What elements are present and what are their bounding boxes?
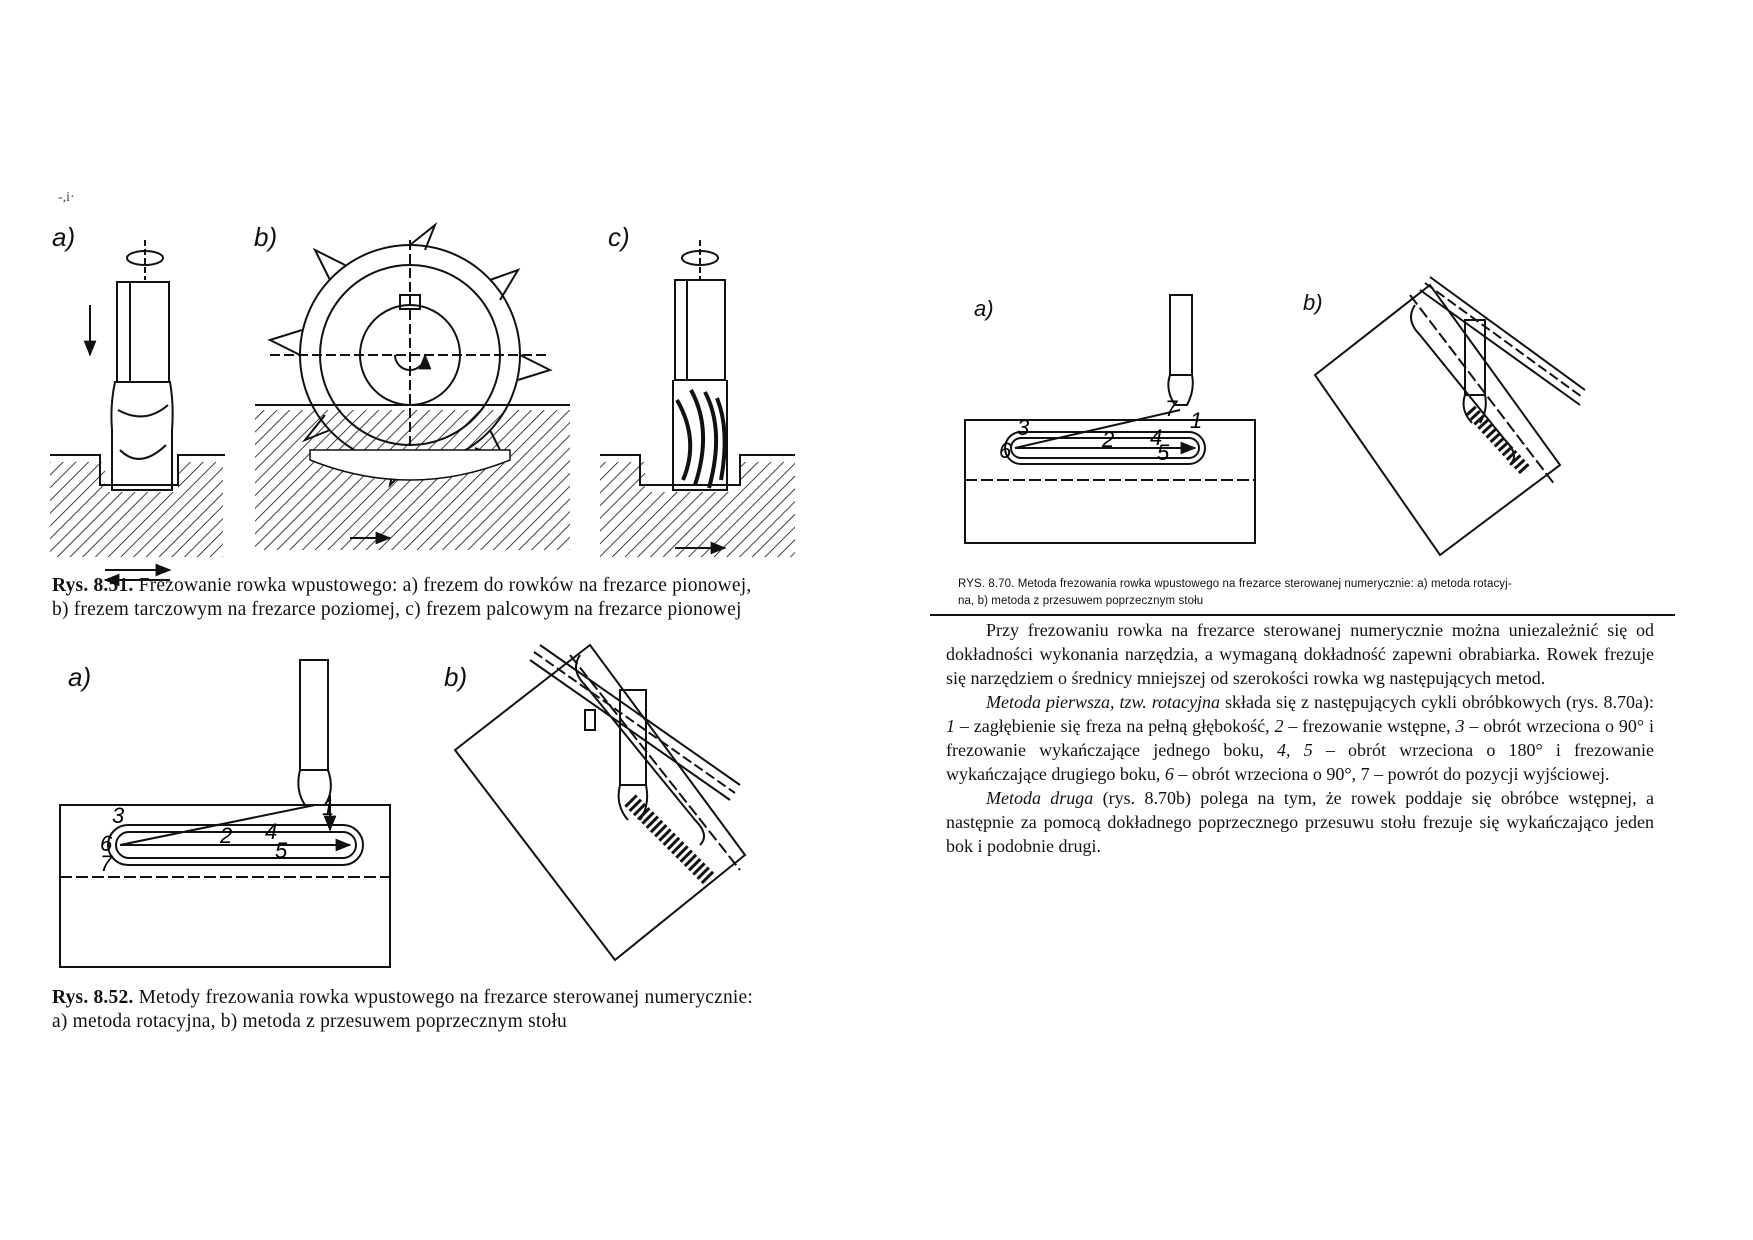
fig852-a-num-5: 5	[275, 838, 288, 863]
fig852-b-drawing	[450, 640, 770, 960]
fig851-a-drawing	[40, 230, 240, 560]
fig870-label-a: a)	[974, 296, 994, 321]
page-mark: -,i·	[58, 190, 75, 205]
fig851-caption	[52, 574, 832, 622]
fig870-a-drawing	[965, 290, 1265, 550]
fig870-a-num-4: 4	[1150, 425, 1163, 450]
fig852-label-a: a)	[68, 662, 92, 692]
fig852-caption-line1: Metody frezowania rowka wpustowego na frezarce sterowanej numerycznie:	[133, 987, 754, 1008]
section-divider	[930, 614, 1675, 616]
fig852-a-num-4: 4	[265, 819, 278, 844]
fig851-caption-num: Rys. 8.51.	[52, 575, 134, 596]
fig870-b-drawing	[1310, 275, 1580, 565]
fig870-caption-line2: na, b) metoda z przesuwem poprzecznym stołu	[958, 595, 1204, 607]
fig870-caption-line1: RYS. 8.70. Metoda frezowania rowka wpustowego na frezarce sterowanej numerycznie: a) metoda rotacyj-	[958, 578, 1512, 590]
fig851-b-drawing	[250, 220, 580, 560]
paragraph-2-b: – zagłębienie się freza na pełną głębokość,	[955, 716, 1275, 736]
fig870-caption	[958, 576, 1678, 610]
fig852-a-num-3: 3	[112, 803, 125, 828]
fig870-a-num-2: 2	[1102, 427, 1115, 452]
num-6: 6	[1164, 764, 1174, 784]
fig870-a-num-3: 3	[1017, 415, 1030, 440]
fig852-a-num-1: 1	[322, 795, 335, 820]
paragraph-2-a: składa się z następujących cykli obróbkowych (rys. 8.70a):	[1220, 692, 1654, 712]
fig852-caption-line2: a) metoda rotacyjna, b) metoda z przesuwem poprzecznym stołu	[52, 1011, 568, 1032]
fig870-a-num-1: 1	[1190, 408, 1203, 433]
fig870-label-b: b)	[1303, 290, 1323, 315]
fig852-a-num-7: 7	[100, 851, 113, 876]
paragraph-2	[946, 690, 1654, 786]
paragraph-1: Przy frezowaniu rowka na frezarce sterowanej numerycznie można uniezależnić się od dokładności wykonania narzędzia, a wymaganą dokładność zapewni obrabiarka. Rowek frezuje się narzędziem o średnicy mniejszej od szerokości rowka wg następujących metod.	[946, 620, 1654, 688]
fig852-caption	[52, 986, 832, 1034]
num-3: 3	[1455, 716, 1465, 736]
fig851-c-drawing	[595, 230, 815, 560]
num-4-5: 4, 5	[1277, 740, 1313, 760]
fig851-label-c: c)	[608, 222, 630, 252]
fig870-a-num-7: 7	[1165, 396, 1178, 421]
num-1: 1	[946, 716, 955, 736]
fig870-a-num-5: 5	[1157, 440, 1170, 465]
fig852-a-drawing	[60, 655, 400, 975]
fig851-label-a: a)	[52, 222, 76, 252]
paragraph-3-lead: Metoda druga	[986, 788, 1094, 808]
paragraph-3-rest: (rys. 8.70b) polega na tym, że rowek poddaje się obróbce wstępnej, a następnie za pomocą dokładnego poprzecznego przesuwu stołu frezuje się wykańczająco jeden bok i podobnie drugi.	[946, 788, 1654, 856]
paragraph-2-lead: Metoda pierwsza, tzw. rotacyjna	[986, 692, 1221, 712]
fig852-a-num-2: 2	[220, 823, 233, 848]
fig851-label-b: b)	[254, 222, 278, 252]
fig852-label-b: b)	[444, 662, 468, 692]
fig851-caption-line2: b) frezem tarczowym na frezarce poziomej, c) frezem palcowym na frezarce pionowej	[52, 599, 742, 620]
fig851-caption-line1: Frezowanie rowka wpustowego: a) frezem do rowków na frezarce pionowej,	[133, 575, 752, 596]
num-2: 2	[1274, 716, 1284, 736]
paragraph-2-d: – obrót wrzeciona o 90° i frezowanie wykańczające jednego boku,	[946, 716, 1654, 760]
paragraph-2-c: – frezowanie wstępne,	[1283, 716, 1456, 736]
paragraph-2-f: – obrót wrzeciona o 90°, 7 – powrót do pozycji wyjściowej.	[1173, 764, 1610, 784]
fig852-a-num-6: 6	[100, 831, 113, 856]
body-text	[946, 618, 1654, 858]
fig852-caption-num: Rys. 8.52.	[52, 987, 134, 1008]
paragraph-3	[946, 786, 1654, 858]
paragraph-2-e: – obrót wrzeciona o 180° i frezowanie wykańczające drugiego boku,	[946, 740, 1655, 784]
fig870-a-num-6: 6	[999, 438, 1012, 463]
